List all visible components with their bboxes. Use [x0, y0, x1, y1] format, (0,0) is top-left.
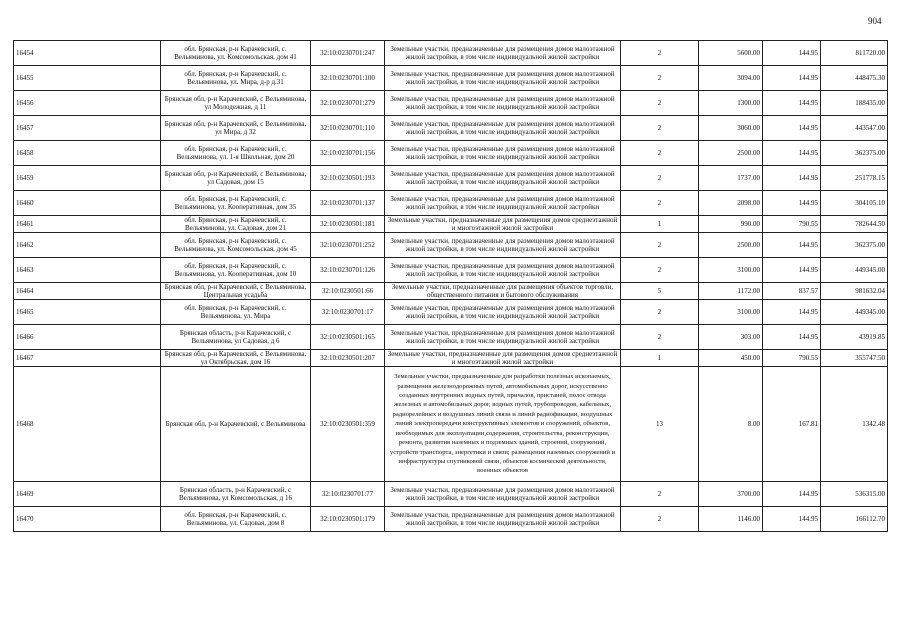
use-group-cell: 2 — [621, 191, 699, 216]
area-cell: 1146.00 — [699, 507, 763, 532]
table-row — [14, 482, 888, 507]
cadastral-number-cell: 32:10:0230701:279 — [311, 91, 385, 116]
table-row — [14, 283, 888, 300]
cadastral-value-cell: 362375.00 — [821, 233, 888, 258]
specific-value-cell: 144.95 — [763, 41, 821, 66]
address-cell: Брянская обл, р-н Карачевский, с Вельяминова, Центральная усадьба — [161, 283, 311, 300]
address-cell: Брянская обл, р-н Карачевский, с Вельяминова, ул Молодежная, д 11 — [161, 91, 311, 116]
cadastral-number-cell: 32:10:0230701:110 — [311, 116, 385, 141]
cadastral-number-cell: 32:10:0230701:100 — [311, 66, 385, 91]
specific-value-cell: 167.81 — [763, 367, 821, 482]
cadastral-value-cell: 443547.00 — [821, 116, 888, 141]
area-cell: 450.00 — [699, 350, 763, 367]
cadastral-value-cell: 449345.00 — [821, 300, 888, 325]
row-number: 16455 — [14, 66, 161, 91]
land-use-cell: Земельные участки, предназначенные для размещения домов малоэтажной жилой застройки, в том числе индивидуальной жилой застройки — [385, 141, 621, 166]
land-use-cell: Земельные участки, предназначенные для размещения домов малоэтажной жилой застройки, в том числе индивидуальной жилой застройки — [385, 116, 621, 141]
cadastral-value-cell: 251778.15 — [821, 166, 888, 191]
cadastral-value-cell: 166112.70 — [821, 507, 888, 532]
land-use-cell: Земельные участки, предназначенные для разработки полезных ископаемых, размещения железнодорожных путей, автомобильных дорог, искусственно созданных внутренних водных путей, причалов, пристаней, полос отвода железных и автомобильных дорог, водных путей, трубопроводов, кабельных, радиорелейных и воздушных линий связи и линий радиофикации, воздушных линий электропередачи конструктивных элементов и сооружений, объектов, необходимых для эксплуатации,содержания, строительства, реконструкции, ремонта, развития наземных и подземных зданий, строений, сооружений, устройств транспорта, энергетики и связи; размещения наземных сооружений и инфраструктуры спутниковой связи, объектов космической деятельности, военных объектов — [385, 367, 621, 482]
cadastral-value-cell: 448475.30 — [821, 66, 888, 91]
row-number: 16468 — [14, 367, 161, 482]
use-group-cell: 1 — [621, 350, 699, 367]
area-cell: 3060.00 — [699, 116, 763, 141]
address-cell: Брянская область, р-н Карачевский, с Вельяминова, ул Комсомольская, д 16 — [161, 482, 311, 507]
cadastral-number-cell: 32:10:0230501:165 — [311, 325, 385, 350]
specific-value-cell: 144.95 — [763, 233, 821, 258]
table-row — [14, 300, 888, 325]
row-number: 16470 — [14, 507, 161, 532]
use-group-cell: 1 — [621, 216, 699, 233]
address-cell: Брянская обл, р-н Карачевский, с Вельяминова, ул Октябрьская, дом 16 — [161, 350, 311, 367]
use-group-cell: 2 — [621, 325, 699, 350]
address-cell: обл. Брянская, р-н Карачевский, с. Вельяминова, ул. Садовая, дом 8 — [161, 507, 311, 532]
cadastral-number-cell: 32:10:0230501:193 — [311, 166, 385, 191]
use-group-cell: 2 — [621, 258, 699, 283]
page-number: 904 — [868, 16, 882, 26]
cadastral-number-cell: 32:10:0230501:181 — [311, 216, 385, 233]
land-use-cell: Земельные участки, предназначенные для размещения домов малоэтажной жилой застройки, в том числе индивидуальной жилой застройки — [385, 91, 621, 116]
cadastral-value-cell: 362375.00 — [821, 141, 888, 166]
cadastral-number-cell: 32:10:0230701:17 — [311, 300, 385, 325]
cadastral-value-cell: 981632.04 — [821, 283, 888, 300]
use-group-cell: 2 — [621, 116, 699, 141]
specific-value-cell: 144.95 — [763, 116, 821, 141]
area-cell: 2098.00 — [699, 191, 763, 216]
area-cell: 303.00 — [699, 325, 763, 350]
specific-value-cell: 144.95 — [763, 66, 821, 91]
table-row — [14, 367, 888, 482]
row-number: 16460 — [14, 191, 161, 216]
land-use-cell: Земельные участки, предназначенные для размещения домов среднеэтажной и многоэтажной жилой застройки — [385, 350, 621, 367]
area-cell: 3100.00 — [699, 258, 763, 283]
use-group-cell: 2 — [621, 233, 699, 258]
cadastral-number-cell: 32:10:0230701:247 — [311, 41, 385, 66]
area-cell: 1300.00 — [699, 91, 763, 116]
row-number: 16461 — [14, 216, 161, 233]
use-group-cell: 5 — [621, 283, 699, 300]
cadastral-value-cell: 188435.00 — [821, 91, 888, 116]
cadastral-number-cell: 32:10:0230701:126 — [311, 258, 385, 283]
use-group-cell: 2 — [621, 166, 699, 191]
cadastral-value-cell: 304105.10 — [821, 191, 888, 216]
row-number: 16456 — [14, 91, 161, 116]
cadastral-number-cell: 32:10:0230501:359 — [311, 367, 385, 482]
cadastral-value-cell: 449345.00 — [821, 258, 888, 283]
specific-value-cell: 144.95 — [763, 325, 821, 350]
row-number: 16464 — [14, 283, 161, 300]
row-number: 16469 — [14, 482, 161, 507]
specific-value-cell: 837.57 — [763, 283, 821, 300]
table-row — [14, 350, 888, 367]
address-cell: Брянская обл, р-н Карачевский, с Вельяминова — [161, 367, 311, 482]
area-cell: 8.00 — [699, 367, 763, 482]
address-cell: обл. Брянская, р-н Карачевский, с. Вельяминова, ул. Мира — [161, 300, 311, 325]
cadastral-value-cell: 811720.00 — [821, 41, 888, 66]
area-cell: 1737.00 — [699, 166, 763, 191]
row-number: 16463 — [14, 258, 161, 283]
address-cell: обл. Брянская, р-н Карачевский, с. Вельяминова, ул. Кооперативная, дом 10 — [161, 258, 311, 283]
cadastral-number-cell: 32:10:0230701:77 — [311, 482, 385, 507]
land-use-cell: Земельные участки, предназначенные для размещения домов малоэтажной жилой застройки, в том числе индивидуальной жилой застройки — [385, 233, 621, 258]
land-use-cell: Земельные участки, предназначенные для размещения домов среднеэтажной и многоэтажной жилой застройки — [385, 216, 621, 233]
table-row — [14, 258, 888, 283]
land-use-cell: Земельные участки, предназначенные для размещения домов малоэтажной жилой застройки, в том числе индивидуальной жилой застройки — [385, 66, 621, 91]
use-group-cell: 13 — [621, 367, 699, 482]
specific-value-cell: 144.95 — [763, 300, 821, 325]
area-cell: 5600.00 — [699, 41, 763, 66]
cadastral-value-cell: 536315.00 — [821, 482, 888, 507]
land-use-cell: Земельные участки, предназначенные для размещения домов малоэтажной жилой застройки, в том числе индивидуальной жилой застройки — [385, 482, 621, 507]
land-use-cell: Земельные участки, предназначенные для размещения домов малоэтажной жилой застройки, в том числе индивидуальной жилой застройки — [385, 166, 621, 191]
address-cell: обл. Брянская, р-н Карачевский, с. Вельяминова, ул. Садовая, дом 21 — [161, 216, 311, 233]
specific-value-cell: 144.95 — [763, 191, 821, 216]
specific-value-cell: 144.95 — [763, 141, 821, 166]
table-row — [14, 507, 888, 532]
address-cell: обл. Брянская, р-н Карачевский, с. Вельяминова, ул. 1-я Школьная, дом 20 — [161, 141, 311, 166]
use-group-cell: 2 — [621, 141, 699, 166]
area-cell: 3100.00 — [699, 300, 763, 325]
land-use-cell: Земельные участки, предназначенные для размещения объектов торговли, общественного питания и бытового обслуживания — [385, 283, 621, 300]
address-cell: обл. Брянская, р-н Карачевский, с. Вельяминова, ул. Кооперативная, дом 35 — [161, 191, 311, 216]
use-group-cell: 2 — [621, 91, 699, 116]
land-use-cell: Земельные участки, предназначенные для размещения домов малоэтажной жилой застройки, в том числе индивидуальной жилой застройки — [385, 191, 621, 216]
use-group-cell: 2 — [621, 482, 699, 507]
use-group-cell: 2 — [621, 300, 699, 325]
specific-value-cell: 144.95 — [763, 507, 821, 532]
row-number: 16462 — [14, 233, 161, 258]
land-use-cell: Земельные участки, предназначенные для размещения домов малоэтажной жилой застройки, в том числе индивидуальной жилой застройки — [385, 325, 621, 350]
table-row — [14, 216, 888, 233]
cadastral-value-cell: 355747.50 — [821, 350, 888, 367]
cadastral-number-cell: 32:10:0230501:66 — [311, 283, 385, 300]
row-number: 16465 — [14, 300, 161, 325]
cadastral-number-cell: 32:10:0230701:252 — [311, 233, 385, 258]
specific-value-cell: 144.95 — [763, 482, 821, 507]
cadastral-number-cell: 32:10:0230701:137 — [311, 191, 385, 216]
use-group-cell: 2 — [621, 66, 699, 91]
table-body — [14, 41, 888, 532]
area-cell: 3700.00 — [699, 482, 763, 507]
cadastral-value-table — [13, 40, 888, 532]
cadastral-value-cell: 1342.48 — [821, 367, 888, 482]
cadastral-value-cell: 782644.50 — [821, 216, 888, 233]
land-use-cell: Земельные участки, предназначенные для размещения домов малоэтажной жилой застройки, в том числе индивидуальной жилой застройки — [385, 300, 621, 325]
table-row — [14, 191, 888, 216]
row-number: 16458 — [14, 141, 161, 166]
cadastral-number-cell: 32:10:0230501:179 — [311, 507, 385, 532]
cadastral-value-cell: 43919.85 — [821, 325, 888, 350]
table-row — [14, 116, 888, 141]
table-row — [14, 141, 888, 166]
address-cell: обл. Брянская, р-н Карачевский, с. Вельяминова, ул. Комсомольская, дом 45 — [161, 233, 311, 258]
use-group-cell: 2 — [621, 507, 699, 532]
table-row — [14, 41, 888, 66]
specific-value-cell: 144.95 — [763, 91, 821, 116]
row-number: 16457 — [14, 116, 161, 141]
row-number: 16467 — [14, 350, 161, 367]
row-number: 16466 — [14, 325, 161, 350]
row-number: 16454 — [14, 41, 161, 66]
address-cell: Брянская область, р-н Карачевский, с Вельяминова, ул Садовая, д 6 — [161, 325, 311, 350]
land-use-cell: Земельные участки, предназначенные для размещения домов малоэтажной жилой застройки, в том числе индивидуальной жилой застройки — [385, 258, 621, 283]
specific-value-cell: 790.55 — [763, 216, 821, 233]
table-row — [14, 91, 888, 116]
use-group-cell: 2 — [621, 41, 699, 66]
row-number: 16459 — [14, 166, 161, 191]
table-row — [14, 233, 888, 258]
area-cell: 990.00 — [699, 216, 763, 233]
table-row — [14, 325, 888, 350]
land-use-cell: Земельные участки, предназначенные для размещения домов малоэтажной жилой застройки, в том числе индивидуальной жилой застройки — [385, 41, 621, 66]
cadastral-number-cell: 32:10:0230701:156 — [311, 141, 385, 166]
area-cell: 2500.00 — [699, 141, 763, 166]
table-row — [14, 166, 888, 191]
address-cell: Брянская обл, р-н Карачевский, с Вельяминова, ул Мира, д 32 — [161, 116, 311, 141]
land-use-cell: Земельные участки, предназначенные для размещения домов малоэтажной жилой застройки, в том числе индивидуальной жилой застройки — [385, 507, 621, 532]
specific-value-cell: 790.55 — [763, 350, 821, 367]
area-cell: 1172.00 — [699, 283, 763, 300]
address-cell: Брянская обл, р-н Карачевский, с Вельяминова, ул Садовая, дом 15 — [161, 166, 311, 191]
address-cell: обл. Брянская, р-н Карачевский, с. Вельяминова, ул. Мира, д-р д.31 — [161, 66, 311, 91]
area-cell: 2500.00 — [699, 233, 763, 258]
cadastral-number-cell: 32:10:0230501:207 — [311, 350, 385, 367]
specific-value-cell: 144.95 — [763, 258, 821, 283]
table-row — [14, 66, 888, 91]
address-cell: обл. Брянская, р-н Карачевский, с. Вельяминова, ул. Комсомольская, дом 41 — [161, 41, 311, 66]
specific-value-cell: 144.95 — [763, 166, 821, 191]
area-cell: 3094.00 — [699, 66, 763, 91]
